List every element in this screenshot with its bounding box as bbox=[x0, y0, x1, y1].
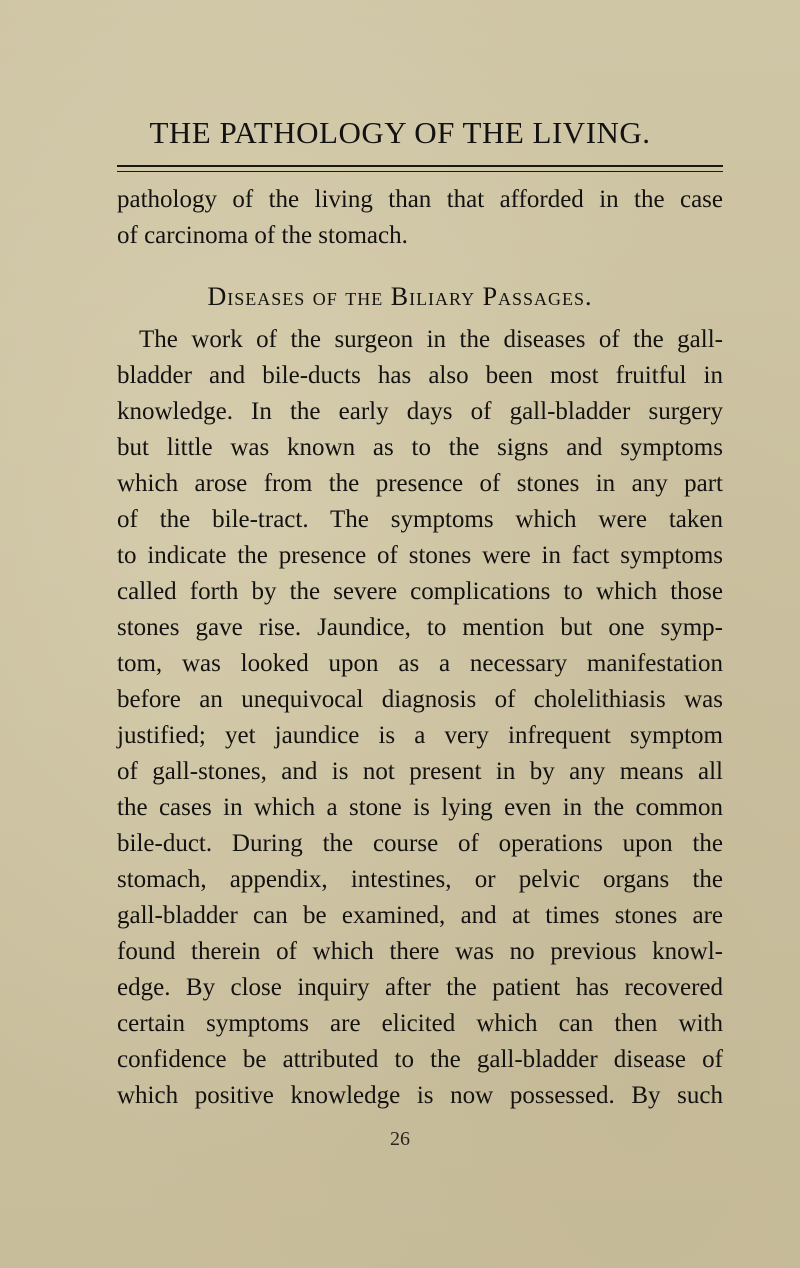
body-line: but little was known as to the signs and symptoms bbox=[117, 434, 723, 461]
body-line: to indicate the presence of stones were in fact symptoms bbox=[117, 542, 723, 569]
body-line: the cases in which a stone is lying even in the common bbox=[117, 794, 723, 821]
page-number: 26 bbox=[390, 1128, 410, 1150]
body-line: tom, was looked upon as a necessary manifestation bbox=[117, 650, 723, 677]
body-line: certain symptoms are elicited which can then with bbox=[117, 1010, 723, 1037]
body-line: called forth by the severe complications to which those bbox=[117, 578, 723, 605]
body-line: The work of the surgeon in the diseases of the gall- bbox=[139, 326, 723, 353]
body-line: stomach, appendix, intestines, or pelvic organs the bbox=[117, 866, 723, 893]
body-line: which positive knowledge is now possessed. By such bbox=[117, 1082, 723, 1109]
body-line: justified; yet jaundice is a very infrequent symptom bbox=[117, 722, 723, 749]
body-line: of gall-stones, and is not present in by any means all bbox=[117, 758, 723, 785]
section-heading: Diseases of the Biliary Passages. bbox=[207, 282, 593, 311]
intro-line: of carcinoma of the stomach. bbox=[117, 222, 408, 249]
body-line: knowledge. In the early days of gall-bladder surgery bbox=[117, 398, 723, 425]
body-line: edge. By close inquiry after the patient has recovered bbox=[117, 974, 723, 1001]
body-line: found therein of which there was no previous knowl- bbox=[117, 938, 723, 965]
body-line: of the bile-tract. The symptoms which were taken bbox=[117, 506, 723, 533]
body-line: gall-bladder can be examined, and at times stones are bbox=[117, 902, 723, 929]
body-line: before an unequivocal diagnosis of cholelithiasis was bbox=[117, 686, 723, 713]
running-head: THE PATHOLOGY OF THE LIVING. bbox=[149, 115, 651, 150]
body-line: stones gave rise. Jaundice, to mention but one symp- bbox=[117, 614, 723, 641]
body-line: which arose from the presence of stones in any part bbox=[117, 470, 723, 497]
intro-line: pathology of the living than that afforded in the case bbox=[117, 186, 723, 213]
header-rule bbox=[117, 165, 723, 172]
body-line: bile-duct. During the course of operations upon the bbox=[117, 830, 723, 857]
body-line: bladder and bile-ducts has also been most fruitful in bbox=[117, 362, 723, 389]
body-line: confidence be attributed to the gall-bladder disease of bbox=[117, 1046, 723, 1073]
